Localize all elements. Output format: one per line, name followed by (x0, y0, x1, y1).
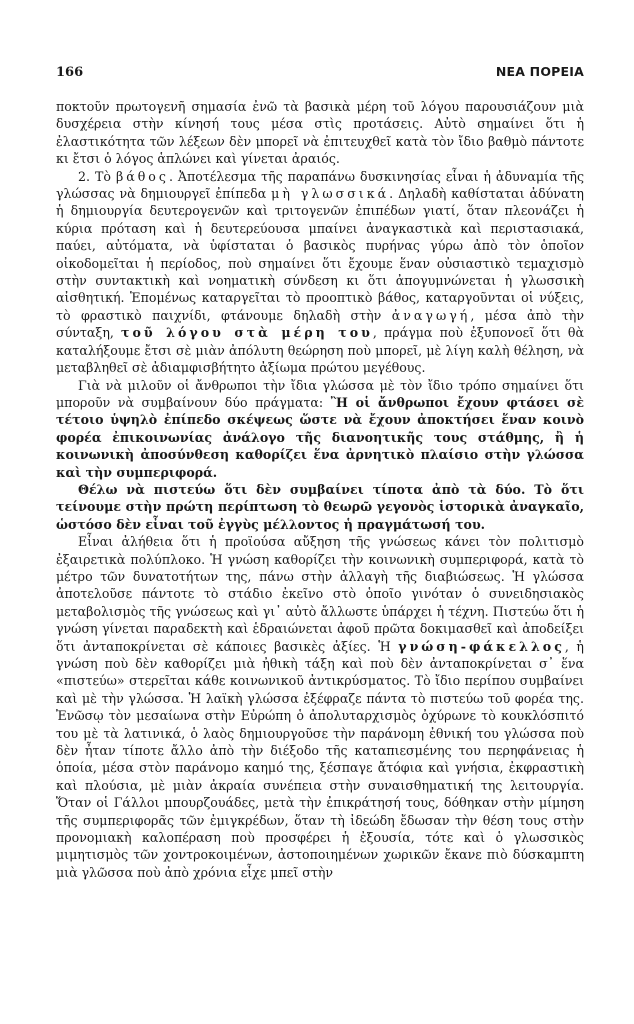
page-number: 166 (56, 65, 84, 80)
body-text (56, 98, 584, 881)
spaced-term: τοῦ λόγου στὰ μέρη του (121, 325, 373, 341)
text-segment: ποκτοῦν πρωτογενῆ σημασία ἐνῶ τὰ βασικὰ μέρη τοῦ λόγου παρουσιάζουν μιὰ δυσχέρεια στὴν κίνησή τους μέσα στὶς προτάσεις. Αὐτὸ σημαίνει ὅτι ἡ ἐλαστικότητα τῶν λέξεων δὲν μπορεῖ νὰ ἐπιτευχθεῖ κατὰ τὸν ἴδιο βαθμὸ πάντοτε κι ἔτσι ὁ λόγος ἁπλώνει καὶ γίνεται ἀραιός. (56, 99, 584, 167)
text-segment: , μέσα ἀπὸ τὴν σύνταξη, (56, 307, 584, 341)
text-segment: , ἡ γνώση ποὺ δὲν καθορίζει μιὰ ἠθικὴ τάξη καὶ ποὺ δὲν ἀνταποκρίνεται σ᾿ ἕνα «πιστεύω» στερεῖται κάθε κοινωνικοῦ ἀντικρύσματος. Τὸ ἴδιο περίπου συμβαίνει καὶ μὲ τὴν γλώσσα. Ἡ λαϊκὴ γλώσσα ἐξέφραζε πάντα τὸ πιστεύω τοῦ φορέα της. Ἐνῶσῳ τὸν μεσαίωνα στὴν Εὐρώπη ὁ ἀπολυταρχισμὸς ὀχύρωνε τὸ κουκλόσπιτό του μὲ τὰ λατινικά, ὁ λαὸς δημιουργοῦσε τὴν παράνομη ἐθνική του γλώσσα ποὺ δὲν ἦταν τίποτε ἄλλο ἀπὸ τὴν διέξοδο τῆς καταπιεσμένης του περηφάνειας ἡ ὁποία, μέσα στὸν παράνομο καημό της, ξέσπαγε ἄτόφια καὶ γνήσια, ἐκφραστικὴ καὶ πλούσια, μὲ μιὰν ἀκραία συνέπεια στὴν συναισθηματική της λειτουργία. Ὅταν οἱ Γάλλοι μπουρζουάδες, μετὰ τὴν ἐπικράτησή τους, δόθηκαν στὴν μίμηση τῆς συμπεριφορᾶς τῶν ἐμιγκρέδων, ὅταν τὴ ἰδεώδη ἔδωσαν τὴν θέση τους στὴν προνομιακὴ καλοπέραση ποὺ προσφέρει ἡ ἐξουσία, τότε καὶ ὁ γλωσσικὸς μιμητισμὸς τῶν χοντροκοιμένων, ἀστοποιημένων χωρικῶν ἔκανε πιὸ δύσκαμπτη μιὰ γλῶσσα ποὺ ἀπὸ χρόνια εἶχε μπεῖ στὴν (56, 638, 584, 880)
bold-text-segment: Θέλω νὰ πιστεύω ὅτι δὲν συμβαίνει τίποτα ἀπὸ τὰ δύο. Τὸ ὅτι τείνουμε στὴν πρώτη περίπτωση τὸ θεωρῶ γεγονὸς ἱστορικὰ ἀναγκαῖο, ὡστόσο δὲν εἶναι τοῦ ἐγγὺς μέλλοντος ἡ πραγμάτωσή του. (56, 481, 584, 532)
book-page (56, 64, 584, 881)
spaced-term: μὴ γλωσσικά (271, 186, 390, 202)
text-segment: Γιὰ νὰ μιλοῦν οἱ ἄνθρωποι τὴν ἴδια γλώσσα μὲ τὸν ἴδιο τρόπο σημαίνει ὅτι μποροῦν νὰ συμβαίνουν δύο πράγματα: (56, 377, 584, 410)
text-segment: , πράγμα ποὺ ἐξυπονοεῖ ὅτι θὰ καταλήξουμε ἔτσι σὲ μιὰν ἀπόλυτη θεώρηση ποὺ μπορεῖ, μὲ λίγη καλὴ θέληση, νὰ μεταβληθεῖ σὲ ἀδιαμφισβήτητο ἀξίωμα πρώτου μεγέθους. (56, 325, 584, 376)
paragraph (56, 377, 584, 481)
spaced-term: ἀναγωγή (391, 307, 471, 323)
bold-text-segment: Ἢ οἱ ἄνθρωποι ἔχουν φτάσει σὲ τέτοιο ὑψηλὸ ἐπίπεδο σκέψεως ὥστε νὰ ἔχουν ἀποκτήσει ἕναν κοινὸ φορέα ἐπικοινωνίας ἀνάλογο τῆς διανοητικῆς τους στάθμης, ἢ ἡ κοινωνικὴ ἀποσύνθεση καθορίζει ἕνα ἀρνητικὸ πλαίσιο στὴν γλώσσα καὶ τὴν συμπεριφορά. (56, 394, 584, 480)
running-header (56, 64, 584, 80)
paragraph (56, 481, 584, 533)
spaced-term: γνώση-φάκελλος (398, 638, 565, 654)
text-segment: Εἶναι ἀλήθεια ὅτι ἡ προϊούσα αὔξηση τῆς γνώσεως κάνει τὸν πολιτισμὸ ἐξαιρετικὰ πολύπλοκο. Ἡ γνώση καθορίζει τὴν κοινωνικὴ συμπεριφορά, κατὰ τὸ μέτρο τῶν δυνατοτήτων της, πάνω στὴν ἀλλαγὴ τῆς διαβιώσεως. Ἡ γλώσσα ἀποτελοῦσε πάντοτε τὸ στάδιο ἐκεῖνο στὸ ὁποῖο γινόταν ὁ συνειδησιακὸς μεταβολισμὸς τῆς γνώσεως καὶ γι᾿ αὐτὸ ἄλλωστε ὑπάρχει ἡ τέχνη. Πιστεύω ὅτι ἡ γνώση γίνεται παραδεκτὴ καὶ ἑδραιώνεται ἀφοῦ πρῶτα δοκιμασθεῖ καὶ ἀποδείξει ὅτι ἀνταποκρίνεται σὲ κάποιες βασικὲς ἀξίες. Ἡ (56, 534, 584, 654)
journal-title: ΝΕΑ ΠΟΡΕΙΑ (495, 64, 584, 79)
text-segment: . Δηλαδὴ καθίσταται ἀδύνατη ἡ δημιουργία δευτερογενῶν καὶ τριτογενῶν ἐπιπέδων γιατί, ὅταν πλεονάζει ἡ κύρια πρόταση καὶ ἡ δευτερεύουσα μπαίνει ἀναγκαστικὰ καὶ περιστασιακά, παύει, αὐτόματα, νὰ ὑφίσταται ὁ βασικὸς πυρήνας γύρω ἀπὸ τὸν ὁποῖον οἰκοδομεῖται ἡ περίοδος, ποὺ σημαίνει ὅτι ἔχουμε ἕναν οὐσιαστικὸ τεμαχισμὸ στὴν συντακτικὴ καὶ νοηματικὴ σύνδεση κι ὅτι ἀπογυμνώνεται ἡ γλωσσικὴ αἰσθητική. Ἑπομένως καταργεῖται τὸ προοπτικὸ βάθος, καταργοῦνται οἱ νύξεις, τὸ φραστικὸ παιχνίδι, φτάνουμε δηλαδὴ στὴν (56, 186, 584, 323)
paragraph (56, 98, 584, 168)
paragraph (56, 168, 584, 377)
paragraph (56, 533, 584, 881)
spaced-term: βάθος (115, 168, 169, 184)
text-segment: 2. Τὸ (78, 168, 116, 184)
text-segment: . Ἀποτέλεσμα τῆς παραπάνω δυσκινησίας εἶναι ἡ ἀδυναμία τῆς γλώσσας νὰ δημιουργεῖ ἐπίπεδα (56, 168, 584, 202)
